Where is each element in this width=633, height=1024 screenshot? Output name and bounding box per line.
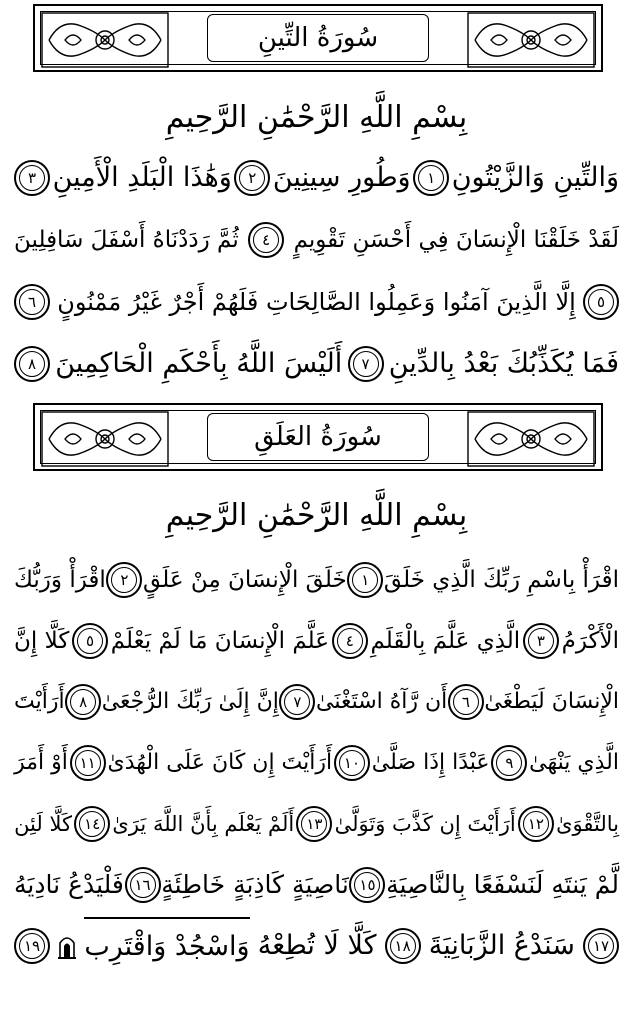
verse-text: وَالتِّينِ وَالزَّيْتُونِ — [451, 162, 619, 193]
ayah-number: ١١ — [79, 753, 96, 772]
ayah-number: ٢ — [248, 168, 257, 187]
ayah-end-marker-icon — [448, 684, 484, 720]
verse-text: إِنَّ إِلَىٰ رَبِّكَ الرُّجْعَىٰ — [101, 689, 279, 714]
ayah-end-marker-icon — [248, 222, 284, 258]
arabesque-ornament-icon — [467, 411, 595, 467]
ayah-end-marker-icon — [349, 867, 385, 903]
ayah-number: ٣ — [28, 168, 37, 187]
arabesque-ornament-icon — [41, 12, 169, 68]
ayah-end-marker-icon — [279, 684, 315, 720]
ayah-number: ١٦ — [134, 875, 151, 894]
surah-title-box — [207, 413, 429, 461]
ayah-number: ٢ — [120, 570, 129, 589]
verse-line — [14, 552, 619, 608]
ayah-end-marker-icon — [106, 562, 142, 598]
verse-text: اقْرَأْ بِاسْمِ رَبِّكَ الَّذِي خَلَقَ — [383, 567, 619, 593]
verse-text: عَبْدًا إِذَا صَلَّىٰ — [371, 750, 490, 775]
ayah-end-marker-icon — [125, 867, 161, 903]
verse-text: كَلَّا لَئِن — [14, 812, 72, 836]
verse-text: لَقَدْ خَلَقْنَا الْإِنسَانَ فِي أَحْسَنِ تَقْوِيمٍ — [293, 227, 619, 253]
ayah-end-marker-icon — [65, 684, 101, 720]
verse-line — [14, 857, 619, 913]
sajda-mihrab-icon — [58, 933, 76, 959]
ayah-number: ٦ — [27, 292, 37, 311]
surah-title-box — [207, 14, 429, 62]
ayah-number: ١٧ — [592, 936, 610, 955]
verse-line — [14, 796, 619, 852]
verse-text: اقْرَأْ وَرَبُّكَ — [14, 567, 106, 593]
basmala: بِسْمِ اللَّهِ الرَّحْمَٰنِ الرَّحِيمِ — [165, 100, 468, 135]
ayah-end-marker-icon — [74, 806, 110, 842]
verse-text: أَلَمْ يَعْلَم بِأَنَّ اللَّهَ يَرَىٰ — [112, 812, 295, 836]
ayah-number: ١٣ — [306, 814, 323, 833]
surah-title: سُورَةُ التِّينِ — [257, 23, 379, 53]
ayah-end-marker-icon — [385, 928, 421, 964]
ayah-end-marker-icon — [583, 284, 619, 320]
verse-text: كَلَّا إِنَّ — [14, 628, 70, 654]
verse-text: أَرَأَيْتَ إِن كَانَ عَلَى الْهُدَىٰ — [107, 750, 333, 775]
ayah-end-marker-icon — [334, 745, 370, 781]
verse-text: أَرَأَيْتَ إِن كَذَّبَ وَتَوَلَّىٰ — [334, 812, 516, 836]
ayah-number: ١٩ — [23, 936, 41, 955]
verse-line — [14, 613, 619, 669]
ayah-end-marker-icon — [518, 806, 554, 842]
verse-line — [14, 735, 619, 791]
verse-text: لَّمْ يَنتَهِ لَنَسْفَعًا بِالنَّاصِيَةِ — [386, 870, 619, 899]
ayah-number: ٩ — [505, 753, 514, 772]
verse-text: ثُمَّ رَدَدْنَاهُ أَسْفَلَ سَافِلِينَ — [14, 227, 239, 253]
verse-text: أَرَأَيْتَ — [14, 689, 65, 714]
verse-text: سَنَدْعُ الزَّبَانِيَةَ — [428, 930, 575, 961]
verse-text: أَلَيْسَ اللَّهُ بِأَحْكَمِ الْحَاكِمِينَ — [55, 348, 343, 379]
sajda-verse-text: وَاسْجُدْ وَاقْتَرِب — [84, 917, 249, 975]
ayah-end-marker-icon — [523, 623, 559, 659]
ayah-number: ٤ — [345, 631, 354, 650]
verse-line — [14, 212, 619, 268]
ayah-number: ١٠ — [343, 753, 361, 772]
ayah-number: ١٥ — [359, 875, 376, 894]
ayah-number: ٤ — [262, 230, 271, 249]
verse-text: نَاصِيَةٍ كَاذِبَةٍ خَاطِئَةٍ — [161, 870, 349, 899]
ayah-number: ٦ — [461, 692, 470, 711]
ayah-end-marker-icon — [72, 623, 108, 659]
verse-text: أَوْ أَمَرَ — [14, 750, 68, 775]
ayah-end-marker-icon — [583, 928, 619, 964]
ayah-number: ٨ — [79, 692, 88, 711]
ayah-number: ٧ — [361, 354, 370, 373]
ayah-end-marker-icon — [332, 623, 368, 659]
verse-line — [14, 336, 619, 392]
arabesque-ornament-icon — [41, 411, 169, 467]
ayah-number: ٣ — [536, 631, 545, 650]
surah-header-at-tin — [33, 4, 603, 72]
verse-text: عَلَّمَ الْإِنسَانَ مَا لَمْ يَعْلَمْ — [110, 628, 330, 654]
verse-text: الَّذِي يَنْهَىٰ — [529, 750, 619, 775]
verse-text: أَن رَّآهُ اسْتَغْنَىٰ — [316, 689, 448, 714]
verse-line — [14, 274, 619, 330]
surah-title: سُورَةُ العَلَقِ — [254, 422, 382, 452]
verse-text: خَلَقَ الْإِنسَانَ مِنْ عَلَقٍ — [143, 567, 347, 593]
ayah-end-marker-icon — [234, 160, 270, 196]
verse-text: بِالتَّقْوَىٰ — [556, 812, 619, 836]
verse-text: وَهَٰذَا الْبَلَدِ الْأَمِينِ — [52, 162, 232, 193]
ayah-end-marker-icon — [347, 562, 383, 598]
ayah-end-marker-icon — [14, 928, 50, 964]
verse-text: فَلْيَدْعُ نَادِيَهُ — [14, 870, 124, 899]
verse-text: إِلَّا الَّذِينَ آمَنُوا وَعَمِلُوا الصَّالِحَاتِ فَلَهُمْ أَجْرٌ غَيْرُ مَمْنُونٍ — [57, 288, 576, 316]
verse-text: الَّذِي عَلَّمَ بِالْقَلَمِ — [370, 628, 521, 654]
verse-line — [14, 150, 619, 206]
verse-line — [14, 674, 619, 730]
ayah-number: ١٤ — [84, 814, 101, 833]
ayah-number: ١٢ — [527, 814, 544, 833]
ayah-number: ٨ — [27, 354, 37, 373]
ayah-number: ١ — [427, 168, 436, 187]
ayah-number: ٥ — [85, 631, 95, 650]
arabesque-ornament-icon — [467, 12, 595, 68]
ayah-end-marker-icon — [14, 284, 50, 320]
verse-text: كَلَّا لَا تُطِعْهُ — [257, 930, 377, 961]
ayah-end-marker-icon — [14, 346, 50, 382]
ayah-end-marker-icon — [491, 745, 527, 781]
basmala: بِسْمِ اللَّهِ الرَّحْمَٰنِ الرَّحِيمِ — [165, 498, 468, 533]
ayah-number: ٥ — [596, 292, 606, 311]
ayah-number: ١ — [361, 570, 370, 589]
verse-text: وَطُورِ سِينِينَ — [272, 162, 411, 193]
ayah-end-marker-icon — [70, 745, 106, 781]
ayah-end-marker-icon — [413, 160, 449, 196]
verse-text: الْإِنسَانَ لَيَطْغَىٰ — [484, 689, 619, 714]
ayah-end-marker-icon — [296, 806, 332, 842]
ayah-end-marker-icon — [14, 160, 50, 196]
ayah-end-marker-icon — [348, 346, 384, 382]
surah-header-al-alaq — [33, 403, 603, 471]
ayah-number: ٧ — [293, 692, 302, 711]
ayah-number: ١٨ — [394, 936, 411, 955]
verse-text: الْأَكْرَمُ — [561, 628, 619, 654]
verse-text: فَمَا يُكَذِّبُكَ بَعْدُ بِالدِّينِ — [388, 348, 619, 379]
verse-line — [14, 918, 619, 974]
